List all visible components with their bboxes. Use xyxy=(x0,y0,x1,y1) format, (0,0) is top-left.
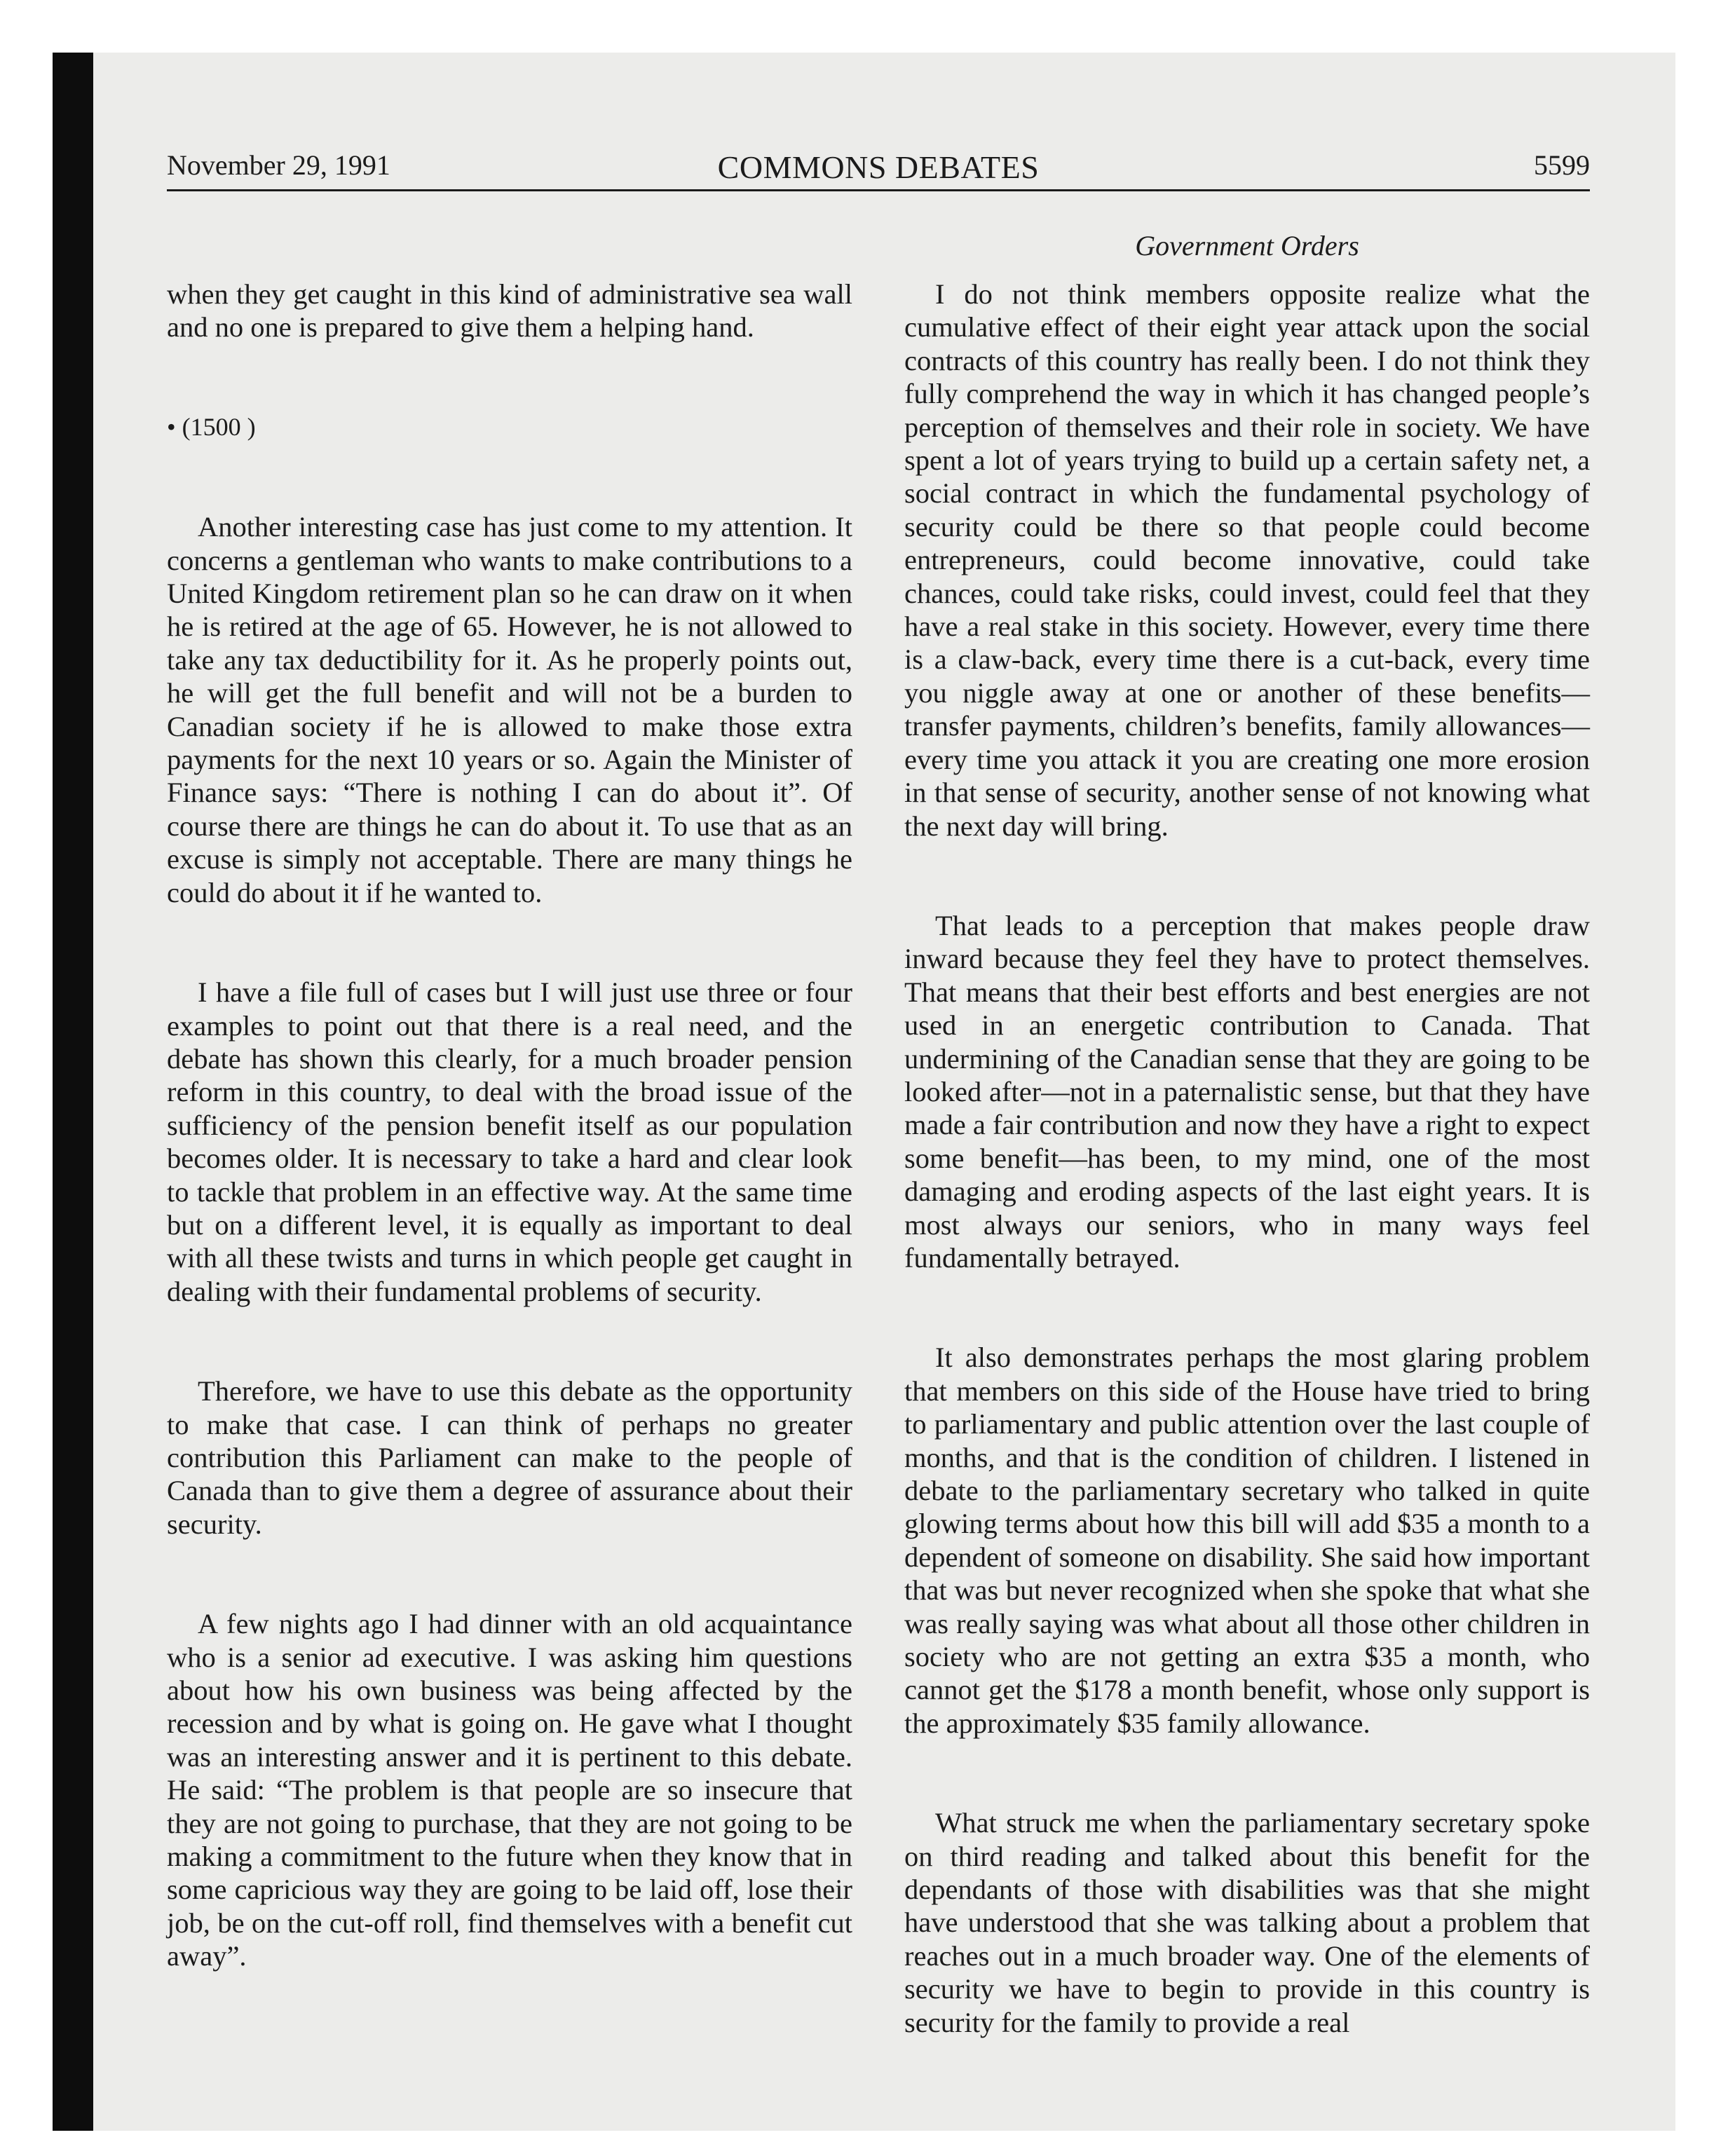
left-paragraph-2: Another interesting case has just come to my attention. It concerns a gentleman who wants to make contributions to a United Kingdom retirement plan so he can draw on it when he is retired at the age of 65. However, he is not allowed to take any tax deductibility for it. As he properly points out, he will get the full benefit and will not be a burden to Canadian society if he is allowed to make those extra payments for the next 10 years or so. Again the Minister of Finance says: “There is nothing I can do about it”. Of course there are things he can do about it. To use that as an excuse is simply not acceptable. There are many things he could do about it if he wanted to. xyxy=(167,511,852,908)
right-column xyxy=(904,278,1590,2106)
header-rule xyxy=(167,189,1590,191)
header-date: November 29, 1991 xyxy=(167,149,390,181)
header-title: COMMONS DEBATES xyxy=(717,149,1040,185)
section-label: Government Orders xyxy=(1135,230,1359,261)
right-paragraph-2: That leads to a perception that makes people draw inward because they feel they have to protect themselves. That means that their best efforts and best energies are not used in an energetic contribution to Canada. That undermining of the Canadian sense that they are going to be looked after—not in a paternalistic sense, but that they have made a fair contribution and now they have a right to expect some benefit—has been, to my mind, one of the most damaging and eroding aspects of the last eight years. It is most always our seniors, who in many ways feel fundamentally betrayed. xyxy=(904,909,1590,1274)
binding-edge xyxy=(53,53,93,2131)
left-column xyxy=(167,278,852,2040)
right-paragraph-1: I do not think members opposite realize what the cumulative effect of their eight year attack upon the social contracts of this country has really been. I do not think they fully comprehend the way in which it has changed people’s perception of themselves and their role in society. We have spent a lot of years trying to build up a certain safety net, a social contract in which the fundamental psychology of security could be there so that people could become entrepreneurs, could become innovative, could take chances, could take risks, could invest, could feel that they have a real stake in this society. However, every time there is a claw-back, every time there is a cut-back, every time you niggle away at one or another of these benefits—transfer payments, children’s benefits, family allowances—every time you attack it you are creating one more erosion in that sense of security, another sense of not knowing what the next day will bring. xyxy=(904,278,1590,842)
page-header xyxy=(167,146,1590,188)
left-paragraph-3: I have a file full of cases but I will just use three or four examples to point out that there is a real need, and the debate has shown this clearly, for a much broader pension reform in this country, to deal with the broad issue of the sufficiency of the pension benefit itself as our population becomes older. It is necessary to take a hard and clear look to tackle that problem in an effective way. At the same time but on a different level, it is equally as important to deal with all these twists and turns in which people get caught in dealing with their fundamental problems of security. xyxy=(167,976,852,1307)
left-paragraph-1: when they get caught in this kind of administrative sea wall and no one is prepared to give them a helping hand. xyxy=(167,278,852,343)
time-marker: • (1500 ) xyxy=(167,412,256,441)
left-paragraph-5: A few nights ago I had dinner with an old acquaintance who is a senior ad executive. I was asking him questions about how his own business was being affected by the recession and by what is going on. He gave what I thought was an interesting answer and it is pertinent to this debate. He said: “The problem is that people are so insecure that they are not going to purchase, that they are not going to be making a commitment to the future when they know that in some capricious way they are going to be laid off, lose their job, be on the cut-off roll, find themselves with a benefit cut away”. xyxy=(167,1608,852,1972)
left-paragraph-4: Therefore, we have to use this debate as the opportunity to make that case. I can think of perhaps no greater contribution this Parliament can make to the people of Canada than to give them a degree of assurance about their security. xyxy=(167,1375,852,1540)
header-page-number: 5599 xyxy=(1534,149,1590,181)
right-paragraph-4: What struck me when the parliamentary secretary spoke on third reading and talked about this benefit for the dependants of those with disabilities was that she might have understood that she was talking about a problem that reaches out in a much broader way. One of the elements of security we have to begin to provide in this country is security for the family to provide a real xyxy=(904,1807,1590,2038)
right-paragraph-3: It also demonstrates perhaps the most glaring problem that members on this side of the House have tried to bring to parliamentary and public attention over the last couple of months, and that is the condition of children. I listened in debate to the parliamentary secretary who talked in quite glowing terms about how this bill will add $35 a month to a dependent of someone on disability. She said how important that was but never recognized when she spoke that what she was really saying was what about all those other children in society who are not getting an extra $35 a month, who cannot get the $178 a month benefit, whose only support is the approximately $35 family allowance. xyxy=(904,1342,1590,1739)
